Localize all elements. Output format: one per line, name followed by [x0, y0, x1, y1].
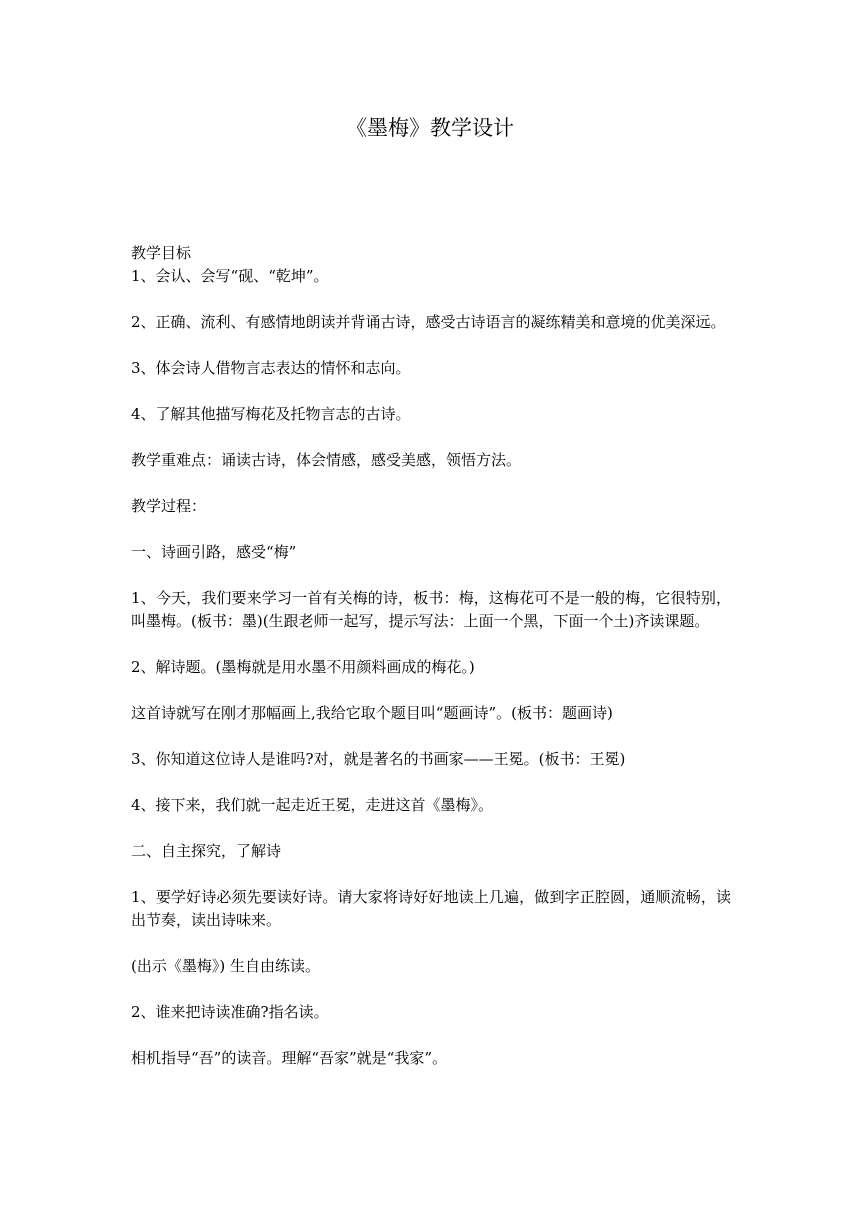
paragraph-key-points: 教学重难点：诵读古诗，体会情感，感受美感，领悟方法。 — [131, 451, 522, 469]
paragraph: 4、接下来，我们就一起走近王冕，走进这首《墨梅》。 — [131, 796, 494, 814]
section-heading-process: 教学过程： — [131, 497, 207, 515]
paragraph: 3、体会诗人借物言志表达的情怀和志向。 — [131, 359, 411, 377]
paragraph: 1、今天，我们要来学习一首有关梅的诗，板书：梅，这梅花可不是一般的梅，它很特别，叫墨梅。(板书：墨)(生跟老师一起写，提示写法：上面一个黑，下面一个土)齐读课题。 — [131, 589, 731, 630]
paragraph: 这首诗就写在刚才那幅画上,我给它取个题目叫“题画诗”。(板书：题画诗) — [131, 704, 613, 722]
paragraph: 相机指导“吾”的读音。理解“吾家”就是“我家”。 — [131, 1049, 448, 1067]
paragraph: 2、正确、流利、有感情地朗读并背诵古诗，感受古诗语言的凝练精美和意境的优美深远。 — [131, 313, 726, 331]
document-body — [131, 242, 731, 1070]
section-heading-part-one: 一、诗画引路，感受“梅” — [131, 543, 297, 561]
paragraph: 1、要学好诗必须先要读好诗。请大家将诗好好地读上几遍，做到字正腔圆，通顺流畅，读出节奏，读出诗味来。 — [131, 888, 731, 929]
document-title: 《墨梅》教学设计 — [346, 116, 514, 140]
paragraph: 2、解诗题。(墨梅就是用水墨不用颜料画成的梅花。) — [131, 658, 475, 676]
section-heading-objectives: 教学目标 — [131, 244, 192, 262]
paragraph: 3、你知道这位诗人是谁吗?对，就是著名的书画家——王冕。(板书：王冕) — [131, 750, 626, 768]
section-heading-part-two: 二、自主探究，了解诗 — [131, 842, 282, 860]
paragraph: 1、会认、会写“砚、“乾坤”。 — [131, 267, 329, 285]
paragraph: (出示《墨梅》) 生自由练读。 — [131, 957, 320, 975]
paragraph: 2、谁来把诗读准确?指名读。 — [131, 1003, 329, 1021]
paragraph: 4、了解其他描写梅花及托物言志的古诗。 — [131, 405, 411, 423]
